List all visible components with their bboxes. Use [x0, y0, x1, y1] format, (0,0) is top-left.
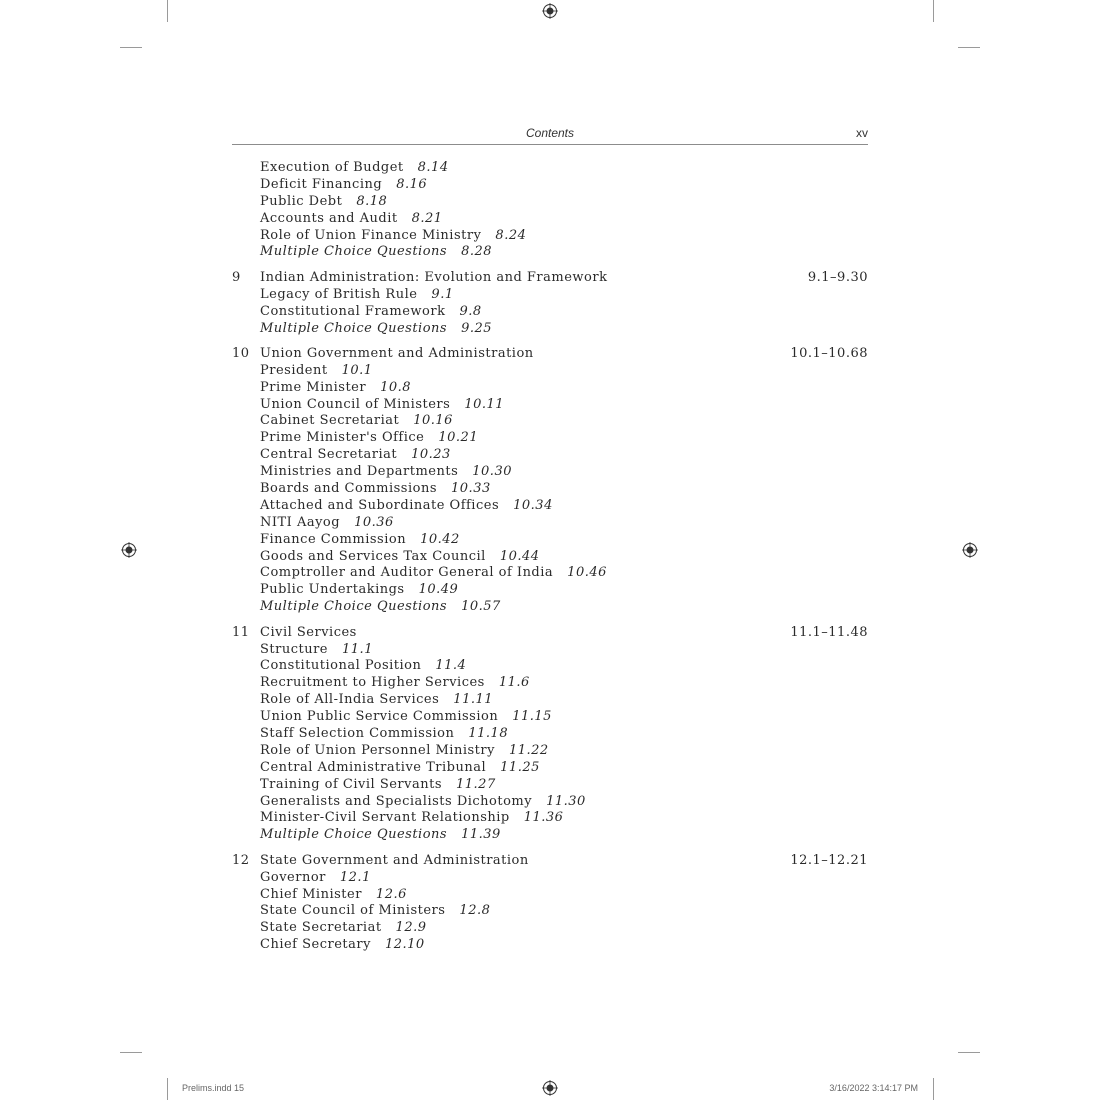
toc-entry: [232, 380, 868, 397]
toc-entry: [232, 692, 868, 709]
entry-page: 8.18: [356, 193, 388, 209]
entry-text: [260, 464, 512, 481]
entry-text: [260, 743, 549, 760]
toc-entry: [232, 413, 868, 430]
toc-entry: [232, 321, 868, 338]
entry-text: [260, 794, 586, 811]
chapter-heading: [232, 346, 868, 363]
entry-page: 10.8: [380, 379, 412, 395]
entry-page: 11.18: [468, 726, 509, 741]
toc-entry: [232, 810, 868, 827]
entry-text: [260, 228, 526, 245]
entry-page: 9.1: [431, 286, 454, 302]
entry-page: 11.6: [498, 675, 530, 691]
entry-text: [260, 549, 540, 566]
entry-text: [260, 642, 373, 659]
toc-entry: [232, 599, 868, 616]
crop-mark: [167, 1078, 168, 1100]
page-header: [232, 126, 868, 145]
entry-title: President: [260, 362, 328, 378]
toc-entry: [232, 743, 868, 760]
toc-entry: [232, 228, 868, 245]
toc-entry: [232, 642, 868, 659]
entry-title: Chief Secretary: [260, 937, 371, 953]
entry-text: [260, 287, 454, 304]
toc-entry: [232, 870, 868, 887]
entry-title: Governor: [260, 869, 326, 885]
toc-entry: [232, 397, 868, 414]
entry-title: Chief Minister: [260, 886, 362, 902]
entry-text: [260, 599, 501, 616]
entry-title: Public Debt: [260, 193, 343, 209]
entry-page: 8.16: [396, 176, 428, 192]
toc-entry: [232, 532, 868, 549]
entry-text: [260, 532, 460, 549]
entry-page: 10.21: [438, 430, 479, 446]
table-of-contents: [232, 160, 868, 954]
entry-title: Attached and Subordinate Offices: [260, 497, 500, 513]
entry-title: Recruitment to Higher Services: [260, 675, 485, 691]
entry-text: [260, 211, 443, 228]
entry-page: 10.34: [513, 497, 553, 513]
entry-title: Union Council of Ministers: [260, 396, 451, 412]
toc-entry: [232, 827, 868, 844]
entry-text: [260, 194, 387, 211]
entry-page: 10.33: [451, 481, 491, 497]
entry-title: Public Undertakings: [260, 582, 405, 598]
toc-entry: [232, 658, 868, 675]
entry-page: 10.44: [499, 548, 540, 564]
entry-page: 8.24: [495, 227, 527, 243]
crop-mark: [167, 0, 168, 22]
entry-page: 9.8: [459, 303, 482, 319]
toc-entry: [232, 709, 868, 726]
entry-text: [260, 481, 491, 498]
section-gap: [232, 261, 868, 270]
entry-text: [260, 304, 482, 321]
entry-page: 10.1: [341, 362, 373, 378]
chapter-number: 11: [232, 624, 250, 640]
chapter-number: 10: [232, 345, 250, 361]
entry-text: [260, 692, 493, 709]
toc-entry: [232, 464, 868, 481]
registration-mark-icon: [962, 542, 978, 558]
entry-text: [260, 937, 425, 954]
chapter-page-range: 12.1–12.21: [790, 852, 868, 868]
entry-title: Execution of Budget: [260, 160, 404, 175]
toc-entry: [232, 565, 868, 582]
entry-page: 10.49: [418, 582, 459, 598]
entry-title: Minister-Civil Servant Relationship: [260, 810, 510, 826]
entry-text: [260, 709, 552, 726]
registration-mark-icon: [121, 542, 137, 558]
entry-text: [260, 903, 490, 920]
toc-entry: [232, 760, 868, 777]
toc-entry: [232, 211, 868, 228]
entry-title: Constitutional Position: [260, 658, 422, 674]
crop-mark: [933, 0, 934, 22]
entry-text: [260, 777, 496, 794]
entry-page: 10.16: [413, 413, 453, 429]
entry-page: 12.6: [375, 886, 407, 902]
entry-title: Legacy of British Rule: [260, 286, 418, 302]
toc-entry: [232, 287, 868, 304]
entry-title: Prime Minister: [260, 379, 367, 395]
crop-mark: [958, 1052, 980, 1053]
section-gap: [232, 616, 868, 625]
section-gap: [232, 337, 868, 346]
entry-text: [260, 244, 492, 261]
entry-page: 11.22: [508, 742, 549, 758]
entry-title: Training of Civil Servants: [260, 776, 442, 792]
entry-title: Structure: [260, 641, 329, 657]
entry-page: 11.1: [342, 641, 373, 657]
toc-entry: [232, 675, 868, 692]
entry-page: 10.30: [472, 464, 512, 480]
entry-page: 11.36: [523, 810, 564, 826]
entry-title: Central Administrative Tribunal: [260, 759, 487, 775]
entry-text: [260, 726, 508, 743]
entry-text: [260, 363, 373, 380]
entry-page: 8.14: [417, 160, 449, 175]
chapter-heading: [232, 625, 868, 642]
chapter-title: Union Government and Administration: [260, 345, 534, 361]
slug-timestamp: 3/16/2022 3:14:17 PM: [829, 1083, 918, 1093]
section-gap: [232, 844, 868, 853]
entry-text: [260, 321, 492, 338]
chapter-number: 9: [232, 269, 241, 285]
toc-entry: [232, 481, 868, 498]
entry-title: Finance Commission: [260, 531, 407, 547]
entry-page: 12.1: [339, 869, 371, 885]
entry-text: [260, 380, 411, 397]
chapter-heading: [232, 853, 868, 870]
entry-title: Generalists and Specialists Dichotomy: [260, 793, 533, 809]
entry-page: 10.42: [420, 531, 460, 547]
page-folio: xv: [856, 126, 868, 140]
slug-filename: Prelims.indd 15: [182, 1083, 245, 1093]
registration-mark-icon: [542, 1080, 558, 1096]
chapter-title: Civil Services: [260, 624, 357, 640]
entry-text: [260, 430, 478, 447]
running-title: Contents: [525, 126, 575, 140]
chapter-title: Indian Administration: Evolution and Framework: [260, 269, 608, 285]
chapter-page-range: 9.1–9.30: [807, 269, 868, 285]
entry-page: 11.11: [453, 692, 494, 708]
toc-entry: [232, 920, 868, 937]
toc-entry: [232, 794, 868, 811]
chapter-page-range: 10.1–10.68: [790, 345, 868, 361]
toc-entry: [232, 363, 868, 380]
entry-page: 11.39: [461, 827, 501, 843]
toc-entry: [232, 447, 868, 464]
toc-entry: [232, 582, 868, 599]
entry-title: Multiple Choice Questions: [260, 827, 448, 843]
chapter-number: 12: [232, 852, 250, 868]
entry-page: 10.11: [464, 396, 505, 412]
entry-text: [260, 498, 553, 515]
entry-page: 12.9: [395, 920, 427, 936]
entry-page: 11.25: [500, 759, 540, 775]
toc-entry: [232, 887, 868, 904]
entry-title: Cabinet Secretariat: [260, 413, 400, 429]
entry-text: [260, 920, 427, 937]
toc-entry: [232, 777, 868, 794]
crop-mark: [120, 47, 142, 48]
entry-page: 12.10: [384, 937, 425, 953]
entry-text: [260, 397, 504, 414]
crop-mark: [958, 47, 980, 48]
entry-text: [260, 582, 458, 599]
entry-title: Goods and Services Tax Council: [260, 548, 486, 564]
chapter-heading: [232, 270, 868, 287]
entry-title: Multiple Choice Questions: [260, 320, 448, 336]
entry-page: 11.15: [512, 709, 552, 725]
entry-page: 8.28: [461, 244, 493, 260]
entry-text: [260, 810, 563, 827]
toc-entry: [232, 430, 868, 447]
toc-entry: [232, 903, 868, 920]
entry-text: [260, 658, 466, 675]
registration-mark-icon: [542, 3, 558, 19]
entry-title: State Council of Ministers: [260, 903, 446, 919]
toc-entry: [232, 244, 868, 261]
entry-text: [260, 675, 530, 692]
entry-page: 10.23: [411, 447, 451, 463]
entry-page: 10.46: [567, 565, 607, 581]
entry-title: Constitutional Framework: [260, 303, 446, 319]
entry-title: Role of Union Personnel Ministry: [260, 742, 495, 758]
entry-title: Ministries and Departments: [260, 464, 459, 480]
entry-text: [260, 887, 407, 904]
crop-mark: [120, 1052, 142, 1053]
entry-title: Boards and Commissions: [260, 481, 438, 497]
entry-page: 12.8: [459, 903, 491, 919]
crop-mark: [933, 1078, 934, 1100]
entry-title: Role of All-India Services: [260, 692, 440, 708]
entry-page: 11.30: [546, 793, 586, 809]
entry-title: Accounts and Audit: [260, 210, 398, 226]
entry-text: [260, 160, 449, 177]
chapter-page-range: 11.1–11.48: [790, 624, 868, 640]
entry-text: [260, 827, 501, 844]
toc-entry: [232, 498, 868, 515]
entry-title: Prime Minister's Office: [260, 430, 425, 446]
entry-page: 11.27: [456, 776, 496, 792]
entry-title: NITI Aayog: [260, 514, 341, 530]
entry-page: 10.36: [354, 514, 394, 530]
chapter-title: State Government and Administration: [260, 852, 529, 868]
entry-text: [260, 447, 451, 464]
entry-title: Deficit Financing: [260, 176, 383, 192]
toc-entry: [232, 177, 868, 194]
entry-title: Staff Selection Commission: [260, 726, 455, 741]
entry-title: Union Public Service Commission: [260, 709, 499, 725]
toc-entry: [232, 160, 868, 177]
entry-title: Multiple Choice Questions: [260, 599, 448, 615]
entry-page: 9.25: [461, 320, 493, 336]
entry-page: 8.21: [411, 210, 443, 226]
entry-title: Comptroller and Auditor General of India: [260, 565, 554, 581]
toc-entry: [232, 194, 868, 211]
entry-page: 10.57: [461, 599, 501, 615]
toc-entry: [232, 549, 868, 566]
entry-text: [260, 413, 453, 430]
toc-entry: [232, 515, 868, 532]
entry-title: Central Secretariat: [260, 447, 398, 463]
entry-text: [260, 565, 607, 582]
entry-text: [260, 870, 371, 887]
entry-page: 11.4: [435, 658, 467, 674]
entry-text: [260, 760, 540, 777]
entry-title: State Secretariat: [260, 920, 382, 936]
entry-text: [260, 515, 394, 532]
entry-title: Role of Union Finance Ministry: [260, 227, 482, 243]
entry-text: [260, 177, 427, 194]
toc-entry: [232, 937, 868, 954]
toc-entry: [232, 726, 868, 743]
toc-entry: [232, 304, 868, 321]
entry-title: Multiple Choice Questions: [260, 244, 448, 260]
